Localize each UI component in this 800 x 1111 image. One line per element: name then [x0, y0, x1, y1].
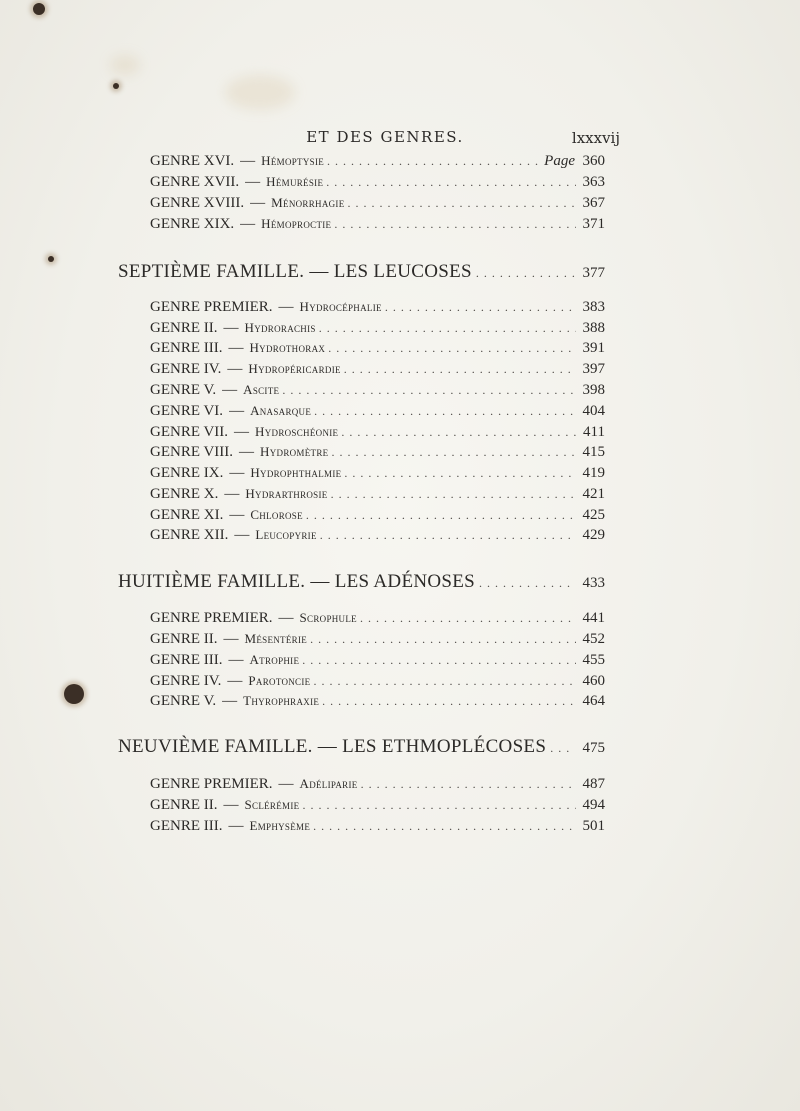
genre-name: Anasarque	[250, 403, 312, 418]
binding-hole	[64, 684, 84, 704]
dash-separator: —	[222, 382, 238, 398]
dash-separator: —	[234, 527, 250, 543]
dot-leader	[331, 487, 576, 502]
dot-leader	[341, 425, 576, 440]
dash-separator: —	[240, 153, 256, 169]
dash-separator: —	[250, 195, 266, 211]
genre-number: GENRE III.	[150, 652, 223, 668]
genre-number: GENRE XI.	[150, 507, 224, 523]
genre-number: GENRE XVIII.	[150, 195, 245, 211]
toc-entry	[150, 403, 605, 423]
toc-entry	[150, 195, 605, 215]
genre-name: Atrophie	[249, 652, 300, 667]
page-number: 391	[582, 340, 605, 356]
genre-name: Emphysème	[249, 818, 311, 833]
dash-separator: —	[228, 818, 244, 834]
genre-number: GENRE PREMIER.	[150, 610, 273, 626]
dash-separator: —	[223, 797, 239, 813]
page-number: 464	[582, 693, 605, 709]
dash-separator: —	[223, 320, 239, 336]
genre-name: Hydromètre	[260, 444, 329, 459]
genre-number: GENRE II.	[150, 631, 218, 647]
dash-separator: —	[223, 631, 239, 647]
genre-number: GENRE PREMIER.	[150, 776, 273, 792]
page-number: 398	[582, 382, 605, 398]
dash-separator: —	[239, 444, 255, 460]
genre-name: Mésentérie	[244, 631, 308, 646]
family-heading	[118, 261, 605, 287]
toc-entry	[150, 652, 605, 672]
dot-leader	[313, 819, 576, 834]
toc-entry	[150, 424, 605, 444]
dot-leader	[348, 196, 576, 211]
dot-leader	[479, 576, 575, 591]
dot-leader	[314, 404, 576, 419]
genre-number: GENRE XIX.	[150, 216, 235, 232]
genre-name: Ménorrhagie	[271, 195, 345, 210]
page-number: 363	[582, 174, 605, 190]
dot-leader	[328, 341, 576, 356]
toc-entry	[150, 631, 605, 651]
page-number: 404	[582, 403, 605, 419]
toc-entry	[150, 299, 605, 319]
genre-name: Hémoproctie	[261, 216, 332, 231]
page-number: 419	[582, 465, 605, 481]
page-number: 388	[582, 320, 605, 336]
genre-number: GENRE VIII.	[150, 444, 234, 460]
page-number: 433	[582, 575, 605, 591]
dash-separator: —	[228, 340, 244, 356]
page-number: 397	[582, 361, 605, 377]
toc-entry	[150, 465, 605, 485]
page-number: 429	[582, 527, 605, 543]
foxing-stain	[110, 55, 140, 75]
page-number: 371	[582, 216, 605, 232]
family-title: SEPTIÈME FAMILLE. — LES LEUCOSES	[118, 261, 472, 282]
genre-number: GENRE V.	[150, 382, 217, 398]
genre-name: Hydrocéphalie	[299, 299, 382, 314]
page-number: 377	[582, 265, 605, 281]
genre-name: Hydrorachis	[244, 320, 316, 335]
dot-leader	[310, 632, 576, 647]
dot-leader	[550, 741, 575, 756]
dot-leader	[360, 611, 576, 626]
dot-leader	[326, 175, 576, 190]
running-head: ET DES GENRES.	[306, 128, 464, 146]
genre-name: Hydrophthalmie	[250, 465, 342, 480]
genre-number: GENRE XVII.	[150, 174, 240, 190]
toc-entry	[150, 527, 605, 547]
genre-name: Adéliparie	[299, 776, 358, 791]
foxing-stain	[225, 75, 295, 110]
family-heading	[118, 571, 605, 597]
genre-name: Chlorose	[250, 507, 303, 522]
toc-entry	[150, 320, 605, 340]
toc-entry	[150, 216, 605, 236]
toc-entry	[150, 174, 605, 194]
dash-separator: —	[278, 299, 294, 315]
genre-name: Ascite	[243, 382, 280, 397]
dash-separator: —	[240, 216, 256, 232]
family-title: HUITIÈME FAMILLE. — LES ADÉNOSES	[118, 571, 476, 592]
genre-number: GENRE III.	[150, 340, 223, 356]
dash-separator: —	[245, 174, 261, 190]
dash-separator: —	[228, 652, 244, 668]
page-number: 452	[582, 631, 605, 647]
page-number: 475	[582, 740, 605, 756]
dash-separator: —	[227, 673, 243, 689]
toc-entry	[150, 693, 605, 713]
dot-leader	[334, 217, 576, 232]
toc-entry	[150, 361, 605, 381]
genre-number: GENRE PREMIER.	[150, 299, 273, 315]
dash-separator: —	[278, 776, 294, 792]
dot-leader	[476, 266, 575, 281]
toc-entry	[150, 444, 605, 464]
dot-leader	[344, 362, 576, 377]
page-number: 425	[582, 507, 605, 523]
genre-name: Hémurésie	[266, 174, 324, 189]
dot-leader	[320, 528, 576, 543]
toc-entry	[150, 610, 605, 630]
genre-number: GENRE IV.	[150, 673, 222, 689]
genre-number: GENRE III.	[150, 818, 223, 834]
genre-name: Sclérémie	[244, 797, 300, 812]
dash-separator: —	[222, 693, 238, 709]
dot-leader	[327, 154, 541, 169]
toc-entry	[150, 340, 605, 360]
dash-separator: —	[234, 424, 250, 440]
toc-entry	[150, 507, 605, 527]
page-number: 494	[582, 797, 605, 813]
dot-leader	[319, 321, 576, 336]
dot-leader	[302, 798, 576, 813]
toc-entry	[150, 797, 605, 817]
genre-name: Hydrarthrosie	[245, 486, 328, 501]
dot-leader	[331, 445, 576, 460]
genre-name: Thyrophraxie	[243, 693, 320, 708]
genre-number: GENRE IX.	[150, 465, 224, 481]
genre-number: GENRE V.	[150, 693, 217, 709]
dot-leader	[306, 508, 576, 523]
family-title: NEUVIÈME FAMILLE. — LES ETHMOPLÉCOSES	[118, 736, 547, 757]
page-number: 455	[582, 652, 605, 668]
toc-entry	[150, 153, 605, 173]
folio: lxxxvij	[571, 129, 620, 147]
genre-number: GENRE II.	[150, 320, 218, 336]
toc-entry	[150, 818, 605, 838]
binding-hole	[33, 3, 45, 15]
page-number: 411	[583, 424, 605, 440]
family-heading	[118, 736, 605, 762]
toc-entry	[150, 776, 605, 796]
dash-separator: —	[229, 507, 245, 523]
dot-leader	[344, 466, 576, 481]
page-number: 383	[582, 299, 605, 315]
genre-number: GENRE IV.	[150, 361, 222, 377]
toc-entry	[150, 486, 605, 506]
dot-leader	[361, 777, 576, 792]
dot-leader	[313, 674, 576, 689]
dot-leader	[322, 694, 576, 709]
genre-number: GENRE X.	[150, 486, 219, 502]
binding-hole	[48, 256, 54, 262]
toc-entry	[150, 673, 605, 693]
page-number: 415	[582, 444, 605, 460]
page-number: 360	[582, 153, 605, 169]
dot-leader	[385, 300, 576, 315]
binding-hole	[113, 83, 119, 89]
dash-separator: —	[278, 610, 294, 626]
genre-number: GENRE VI.	[150, 403, 224, 419]
genre-name: Hydrothorax	[249, 340, 326, 355]
dash-separator: —	[227, 361, 243, 377]
page-number: 421	[582, 486, 605, 502]
genre-number: GENRE XII.	[150, 527, 229, 543]
dash-separator: —	[229, 403, 245, 419]
genre-number: GENRE VII.	[150, 424, 229, 440]
page-number: 441	[582, 610, 605, 626]
page-number: 460	[582, 673, 605, 689]
page-number: 487	[582, 776, 605, 792]
genre-name: Hémoptysie	[261, 153, 325, 168]
genre-number: GENRE II.	[150, 797, 218, 813]
genre-name: Hydropéricardie	[248, 361, 341, 376]
page-number: 501	[582, 818, 605, 834]
genre-number: GENRE XVI.	[150, 153, 235, 169]
page-label: Page	[544, 153, 575, 169]
genre-name: Parotoncie	[248, 673, 311, 688]
dot-leader	[282, 383, 576, 398]
dot-leader	[302, 653, 576, 668]
genre-name: Scrophule	[299, 610, 357, 625]
genre-name: Leucopyrie	[255, 527, 317, 542]
genre-name: Hydroschéonie	[255, 424, 339, 439]
dash-separator: —	[229, 465, 245, 481]
toc-entry	[150, 382, 605, 402]
dash-separator: —	[224, 486, 240, 502]
page-number: 367	[582, 195, 605, 211]
